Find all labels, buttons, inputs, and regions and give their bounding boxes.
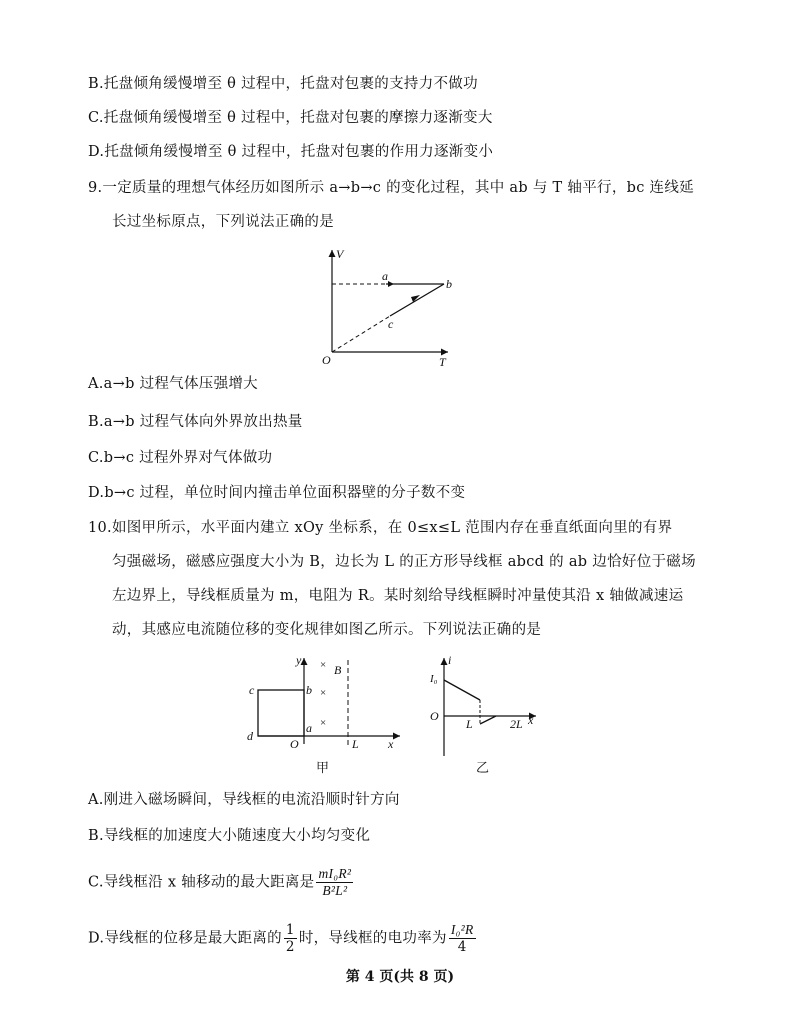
- q9-ab-arrowhead: [388, 281, 394, 287]
- q9-vt-diagram: [316, 244, 456, 368]
- q10-option-d-power-numerator: I₀²R: [450, 922, 474, 937]
- q9-option-b: B.a→b 过程气体向外界放出热量: [88, 414, 303, 430]
- q10-stem-line-3: 左边界上，导线框质量为 m，电阻为 R。某时刻给导线框瞬时冲量使其沿 x 轴做减速运: [112, 588, 684, 604]
- q10-option-b: B.导线框的加速度大小随速度大小均匀变化: [88, 828, 371, 844]
- jia-field-mark-2: ×: [320, 687, 327, 699]
- jia-origin-label: O: [290, 737, 299, 751]
- jia-field-b-label: B: [334, 663, 342, 677]
- q9-dashed-origin-line: [332, 316, 390, 352]
- q10-option-d-text: D.导线框的位移是最大距离的: [88, 930, 282, 947]
- jia-field-mark-3: ×: [320, 717, 327, 729]
- yi-positive-segment: [444, 680, 480, 700]
- yi-tick-l: L: [466, 717, 473, 731]
- q10-option-c-denominator: B²L²: [322, 883, 348, 898]
- q10-option-d-half-denominator: 2: [285, 939, 295, 955]
- q9-t-label: T: [439, 355, 446, 368]
- q9-process-bc: [390, 284, 444, 316]
- yi-tick-2l: 2L: [510, 717, 523, 731]
- q10-stem-line-4: 动，其感应电流随位移的变化规律如图乙所示。下列说法正确的是: [112, 622, 542, 638]
- jia-caption: 甲: [316, 761, 330, 776]
- jia-corner-a: a: [306, 721, 312, 735]
- yi-x-label: x: [528, 713, 534, 727]
- jia-corner-c: c: [249, 683, 255, 697]
- q8-option-d: D.托盘倾角缓慢增至 θ 过程中，托盘对包裹的作用力逐渐变小: [88, 144, 494, 160]
- q10-option-d-power-denominator: 4: [457, 939, 467, 955]
- q8-option-b: B.托盘倾角缓慢增至 θ 过程中，托盘对包裹的支持力不做功: [88, 76, 478, 92]
- yi-origin-label: O: [430, 709, 439, 723]
- q10-option-c-numerator: mI₀R²: [318, 866, 352, 881]
- jia-corner-b: b: [306, 683, 312, 697]
- q9-option-c: C.b→c 过程外界对气体做功: [88, 450, 273, 466]
- jia-boundary-label: L: [352, 737, 359, 751]
- q9-point-b-label: b: [446, 277, 452, 291]
- q8-option-c: C.托盘倾角缓慢增至 θ 过程中，托盘对包裹的摩擦力逐渐变大: [88, 110, 493, 126]
- q9-stem-line-1: 9.一定质量的理想气体经历如图所示 a→b→c 的变化过程，其中 ab 与 T 轴平行，bc 连线延: [88, 180, 694, 196]
- q10-figure-jia: [238, 652, 408, 776]
- yi-negative-segment: [480, 716, 496, 724]
- jia-y-label: y: [296, 653, 302, 667]
- jia-corner-d: d: [247, 729, 253, 743]
- q10-option-d-half-fraction: [284, 922, 297, 955]
- q9-point-a-label: a: [382, 269, 388, 283]
- jia-field-mark-1: ×: [320, 659, 327, 671]
- q10-option-c-fraction: [316, 866, 353, 899]
- jia-x-label: x: [388, 737, 394, 751]
- q9-stem-line-2: 长过坐标原点，下列说法正确的是: [112, 214, 334, 230]
- q10-stem-line-1: 10.如图甲所示，水平面内建立 xOy 坐标系，在 0≤x≤L 范围内存在垂直纸面向里的有界: [88, 520, 673, 536]
- jia-wire-frame: [258, 690, 304, 736]
- q10-option-c: [88, 866, 355, 899]
- yi-i-label: i: [448, 653, 452, 667]
- q9-option-d: D.b→c 过程，单位时间内撞击单位面积器壁的分子数不变: [88, 485, 466, 501]
- q9-v-label: V: [336, 247, 344, 261]
- q10-option-d-mid-text: 时，导线框的电功率为: [298, 930, 447, 947]
- q10-figure-yi: [424, 652, 544, 776]
- yi-i0-label: I₀: [430, 673, 438, 685]
- q10-option-d-power-fraction: [449, 922, 476, 955]
- q9-point-c-label: c: [388, 317, 394, 331]
- q9-option-a: A.a→b 过程气体压强增大: [88, 376, 258, 392]
- q9-origin-label: O: [322, 353, 331, 367]
- q10-option-d-half-numerator: 1: [285, 922, 295, 938]
- q10-option-d: [88, 922, 478, 955]
- q10-stem-line-2: 匀强磁场，磁感应强度大小为 B，边长为 L 的正方形导线框 abcd 的 ab 边恰好位于磁场: [112, 554, 696, 570]
- page-footer: 第 4 页(共 8 页): [345, 969, 455, 985]
- q10-option-c-text: C.导线框沿 x 轴移动的最大距离是: [88, 874, 315, 891]
- yi-caption: 乙: [476, 761, 490, 776]
- q10-option-a: A.刚进入磁场瞬间，导线框的电流沿顺时针方向: [88, 792, 400, 808]
